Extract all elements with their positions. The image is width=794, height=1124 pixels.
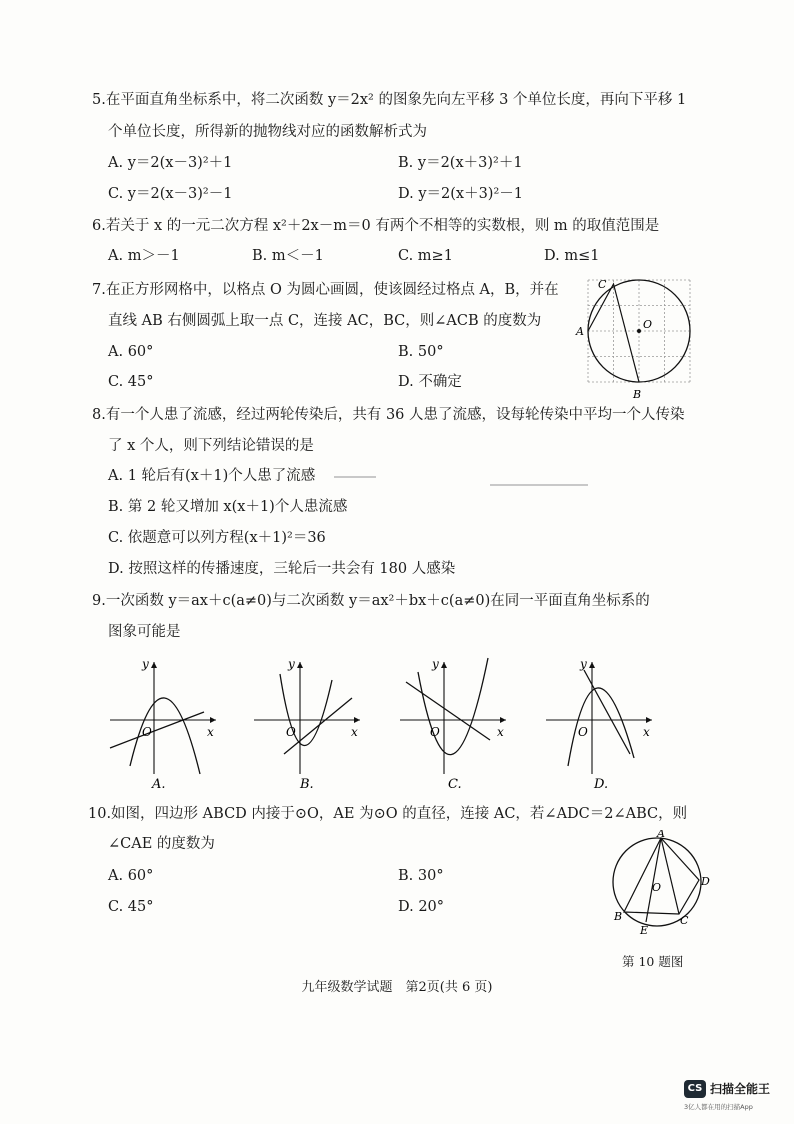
q10-stem-line1: 10.如图，四边形 ABCD 内接于⊙O，AE 为⊙O 的直径，连接 AC，若∠ADC＝2∠ABC，则 [88,806,688,822]
q10-circle-figure [602,830,712,936]
q8-option-d: D. 按照这样的传播速度，三轮后一共会有 180 人感染 [108,561,456,577]
label-b: B [614,910,623,923]
y-label: y [580,657,587,671]
label-e: E [640,924,649,936]
y-axis-arrow-icon [297,662,303,668]
origin-label: O [578,725,588,739]
graph-label: B. [300,777,314,792]
graph-label: D. [594,777,609,792]
q5-option-b: B. y＝2(x＋3)²＋1 [398,155,523,171]
x-axis-arrow-icon [646,717,652,723]
label-o: O [652,881,662,894]
q8-option-a: A. 1 轮后有(x＋1)个人患了流感 [108,468,316,484]
q9-graph-a [104,654,224,794]
line [584,670,630,754]
origin-label: O [430,725,440,739]
q9-graph-c [394,654,514,794]
q9-graph-b [248,654,368,794]
x-label: x [207,725,214,739]
diameter-ae [646,838,661,922]
quadrilateral-abcd [624,838,699,914]
q8-stem-line1: 8.有一个人患了流感，经过两轮传染后，共有 36 人患了流感，设每轮传染中平均一个人传染 [92,407,685,423]
label-d: D [701,875,710,888]
q7-option-b: B. 50° [398,344,444,360]
line [406,682,490,740]
y-axis-arrow-icon [441,662,447,668]
q5-option-d: D. y＝2(x＋3)²－1 [398,186,523,202]
y-axis-arrow-icon [151,662,157,668]
q7-grid-circle-figure [570,274,704,402]
origin-label: O [286,725,296,739]
y-label: y [142,657,149,671]
q10-option-c: C. 45° [108,899,154,915]
y-axis-arrow-icon [589,662,595,668]
brand-name: 扫描全能王 [710,1082,771,1096]
q6-option-c: C. m≥1 [398,248,453,264]
q8-option-b: B. 第 2 轮又增加 x(x＋1)个人患流感 [108,499,348,515]
q5-option-a: A. y＝2(x－3)²＋1 [108,155,233,171]
q9-graph-d [540,654,660,794]
x-label: x [497,725,504,739]
origin-label: O [142,725,152,739]
label-b: B [633,388,642,401]
q7-option-d: D. 不确定 [398,374,462,390]
q7-stem-line2: 直线 AB 右侧圆弧上取一点 C，连接 AC，BC，则∠ACB 的度数为 [108,313,542,329]
q5-option-c: C. y＝2(x－3)²－1 [108,186,233,202]
label-c: C [598,278,607,291]
q5-stem-line1: 5.在平面直角坐标系中，将二次函数 y＝2x² 的图象先向左平移 3 个单位长度，再向下平移 1 [92,92,687,108]
x-axis-arrow-icon [500,717,506,723]
q7-option-a: A. 60° [108,344,154,360]
x-axis-arrow-icon [210,717,216,723]
y-label: y [432,657,439,671]
q10-option-b: B. 30° [398,868,444,884]
q6-option-b: B. m＜－1 [252,248,324,264]
q6-option-a: A. m＞－1 [108,248,180,264]
page-footer: 九年级数学试题 第2页(共 6 页) [301,980,493,995]
q9-stem-line1: 9.一次函数 y＝ax＋c(a≠0)与二次函数 y＝ax²＋bx＋c(a≠0)在同一平面直角坐标系的 [92,593,650,609]
chord-ac [661,838,679,914]
q7-stem-line1: 7.在正方形网格中，以格点 O 为圆心画圆，使该圆经过格点 A，B，并在 [92,282,559,298]
x-label: x [643,725,650,739]
q6-option-d: D. m≤1 [544,248,600,264]
q9-stem-line2: 图象可能是 [108,624,181,640]
q6-stem: 6.若关于 x 的一元二次方程 x²＋2x－m＝0 有两个不相等的实数根，则 m 的取值范围是 [92,218,660,234]
q8-option-c: C. 依题意可以列方程(x＋1)²＝36 [108,530,326,546]
label-o: O [643,318,653,331]
q10-option-d: D. 20° [398,899,445,915]
x-axis-arrow-icon [354,717,360,723]
q7-option-c: C. 45° [108,374,154,390]
x-label: x [351,725,358,739]
camscanner-logo-icon: CS [684,1080,706,1098]
q10-stem-line2: ∠CAE 的度数为 [108,836,215,852]
scan-smudge [490,484,588,486]
label-a: A [657,830,665,840]
brand-tagline: 3亿人都在用的扫描App [684,1103,753,1111]
q5-stem-line2: 个单位长度，所得新的抛物线对应的函数解析式为 [108,124,427,140]
center-point [637,329,641,333]
q8-stem-line2: 了 x 个人，则下列结论错误的是 [108,438,314,454]
q10-option-a: A. 60° [108,868,154,884]
q10-figure-caption: 第 10 题图 [622,954,684,969]
graph-label: A. [152,777,166,792]
scan-smudge [334,476,376,478]
label-c: C [680,914,689,927]
graph-label: C. [448,777,462,792]
label-a: A [576,325,584,338]
line [110,712,204,748]
y-label: y [288,657,295,671]
parabola [418,658,488,755]
